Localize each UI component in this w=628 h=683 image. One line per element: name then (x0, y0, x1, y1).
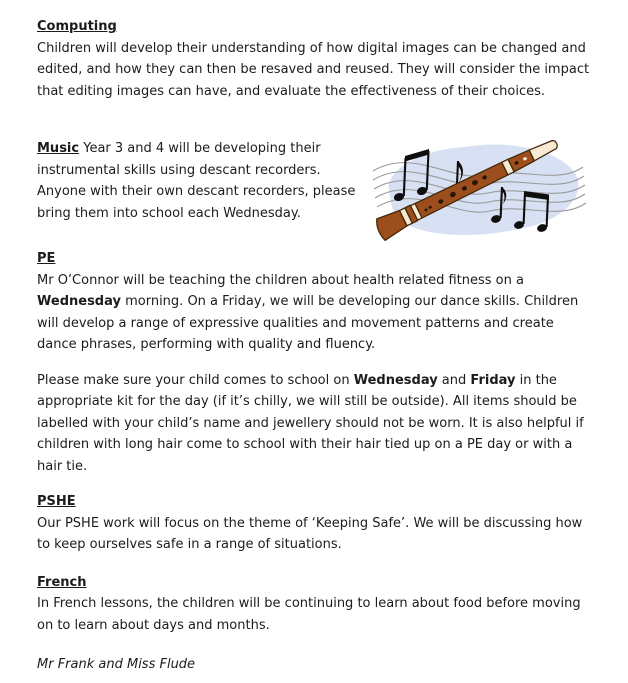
kit-text: and (437, 372, 471, 388)
music-body: Year 3 and 4 will be developing their instrumental skills using descant recorders. Anyone with their own descant recorders, please bring them into school each Wednesday. (37, 141, 356, 221)
pshe-heading: PSHE (37, 494, 76, 509)
pe-text: Mr O’Connor will be teaching the children about health related fitness on a (37, 272, 524, 288)
kit-paragraph (37, 370, 590, 478)
section-computing (37, 16, 590, 102)
recorder-clipart (368, 133, 590, 245)
pe-bold-wednesday: Wednesday (37, 294, 121, 309)
pe-paragraph (37, 270, 590, 356)
signature: Mr Frank and Miss Flude (37, 657, 196, 672)
pe-heading: PE (37, 251, 56, 266)
kit-text: Please make sure your child comes to school on (37, 372, 354, 388)
pe-text: morning. On a Friday, we will be developing our dance skills. Children will develop a range of expressive qualities and movement patterns and create dance phrases, performing with quality and fluency. (37, 294, 579, 352)
french-paragraph: In French lessons, the children will be continuing to learn about food before moving on to learn about days and months. (37, 596, 581, 633)
section-pe-kit (37, 370, 590, 478)
section-pe (37, 245, 590, 356)
kit-text: in the appropriate kit for the day (if it’s chilly, we will still be outside). All items should be labelled with your child’s name and jewellery should not be worn. It is also helpful if children with long hair come to school with their hair tied up on a PE day or with a hair tie. (37, 372, 584, 474)
section-french (37, 572, 590, 637)
pshe-paragraph: Our PSHE work will focus on the theme of ‘Keeping Safe’. We will be discussing how to keep ourselves safe in a range of situations. (37, 515, 583, 552)
section-music (37, 138, 590, 224)
kit-bold-friday: Friday (470, 372, 516, 388)
music-heading: Music (37, 141, 80, 156)
section-pshe (37, 491, 590, 556)
computing-paragraph: Children will develop their understanding of how digital images can be changed and edited, and how they can then be resaved and reused. They will consider the impact that editing images can have, and evaluate the effectiveness of their choices. (37, 40, 590, 99)
kit-bold-wednesday: Wednesday (353, 372, 438, 388)
french-heading: French (37, 574, 87, 590)
computing-heading: Computing (37, 19, 117, 34)
